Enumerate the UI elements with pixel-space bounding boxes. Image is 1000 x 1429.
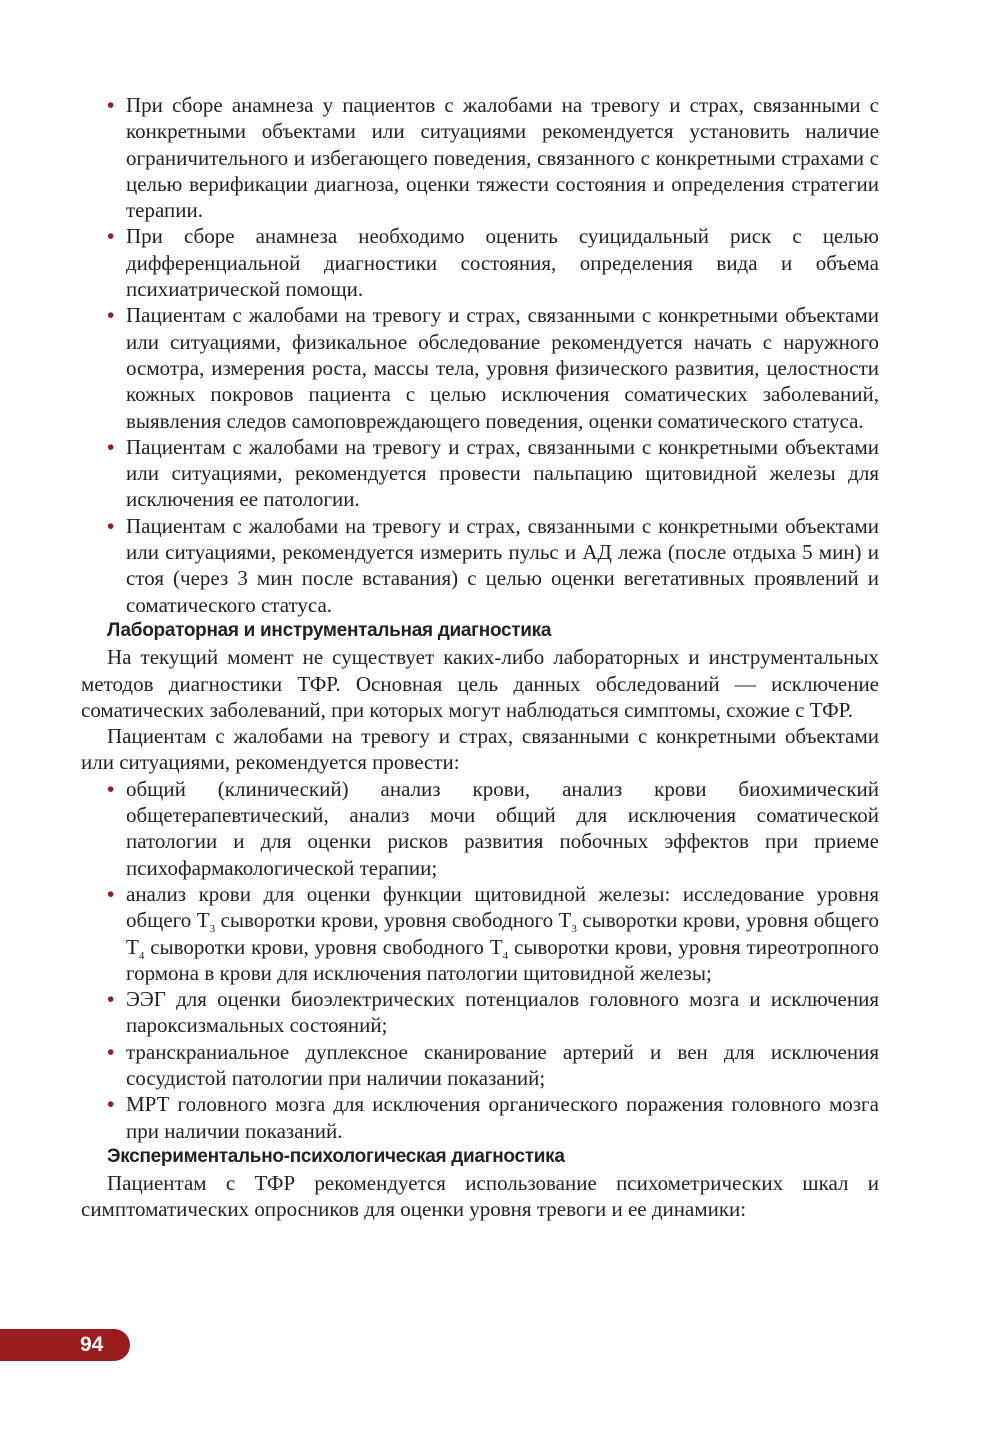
anamnesis-list (81, 92, 879, 618)
thyroid-text-4: сыворотки крови, уровня свободного T (144, 934, 503, 959)
lab-diagnostics-heading: Лабораторная и инструментальная диагностика (107, 619, 552, 641)
bullet-icon: • (107, 1039, 115, 1064)
page-number-badge (0, 1329, 130, 1361)
page-number: 94 (80, 1333, 104, 1356)
bullet-icon: • (107, 513, 115, 538)
thyroid-text-3: сыворотки крови, уровня общего T (126, 908, 879, 959)
subscript-4: 4 (138, 949, 145, 962)
bullet-icon: • (107, 987, 115, 1012)
bullet-icon: • (107, 303, 115, 328)
subscript-3: 3 (209, 923, 216, 936)
list-item-text: При сборе анамнеза необходимо оценить суицидальный риск с целью дифференциальной диагностики состояния, определения вида и объема психиатрической помощи. (126, 224, 879, 302)
bullet-icon: • (107, 93, 115, 117)
list-item (81, 1091, 879, 1144)
thyroid-text-2: сыворотки крови, уровня свободного T (215, 908, 572, 933)
list-item (81, 986, 879, 1039)
subscript-4: 4 (502, 949, 509, 962)
list-item (81, 302, 879, 433)
list-item (81, 776, 879, 881)
bullet-icon: • (107, 776, 115, 801)
list-item (81, 513, 879, 618)
psych-diagnostics-heading: Экспериментально-психологическая диагностика (107, 1145, 565, 1167)
lab-tests-list (81, 776, 879, 1144)
thyroid-text-1: анализ крови для оценки функции щитовидной железы: исследование уровня общего T (126, 881, 879, 933)
list-item (81, 92, 879, 223)
list-item-thyroid (81, 881, 879, 986)
page-content (81, 92, 879, 1223)
list-item (81, 1039, 879, 1092)
bullet-icon: • (107, 224, 115, 249)
lab-paragraph-2: Пациентам с жалобами на тревогу и страх, связанными с конкретными объектами или ситуациями, рекомендуется провести: (81, 724, 879, 775)
list-item-text: При сборе анамнеза у пациентов с жалобами на тревогу и страх, связанными с конкретными объектами или ситуациями рекомендуется установить наличие ограничительного и избегающего поведения, связанного с конкретными страхами с целью верификации диагноза, оценки тяжести состояния и определения стратегии терапии. (126, 93, 879, 223)
list-item (81, 434, 879, 513)
list-item-text: Пациентам с жалобами на тревогу и страх, связанными с конкретными объектами или ситуациями, рекомендуется измерить пульс и АД лежа (после отдыха 5 мин) и стоя (через 3 мин после вставания) с целью оценки вегетативных проявлений и соматического статуса. (126, 513, 879, 617)
list-item-text: общий (клинический) анализ крови, анализ крови биохимический общетерапевтический, анализ мочи общий для исключения соматической патологии и для оценки рисков развития побочных эффектов при приеме психофармакологической терапии; (126, 776, 879, 880)
bullet-icon: • (107, 434, 115, 459)
list-item-text: Пациентам с жалобами на тревогу и страх, связанными с конкретными объектами или ситуациями, рекомендуется провести пальпацию щитовидной железы для исключения ее патологии. (126, 434, 879, 512)
subscript-3: 3 (571, 923, 577, 936)
list-item-text: транскраниальное дуплексное сканирование артерий и вен для исключения сосудистой патологии при наличии показаний; (126, 1039, 879, 1090)
bullet-icon: • (107, 881, 115, 906)
thyroid-text-5: сыворотки крови, уровня тиреотропного гормона в крови для исключения патологии щитовидной железы; (126, 934, 879, 985)
list-item-text: Пациентам с жалобами на тревогу и страх, связанными с конкретными объектами или ситуациями, физикальное обследование рекомендуется начать с наружного осмотра, измерения роста, массы тела, уровня физического развития, целостности кожных покровов пациента с целью исключения соматических заболеваний, выявления следов самоповреждающего поведения, оценки соматического статуса. (126, 303, 879, 433)
list-item-text: ЭЭГ для оценки биоэлектрических потенциалов головного мозга и исключения пароксизмальных состояний; (126, 987, 879, 1038)
psych-paragraph: Пациентам с ТФР рекомендуется использование психометрических шкал и симптоматических опросников для оценки уровня тревоги и ее динамики: (81, 1171, 879, 1222)
lab-paragraph-1: На текущий момент не существует каких-либо лабораторных и инструментальных методов диагностики ТФР. Основная цель данных обследований — исключение соматических заболеваний, при которых могут наблюдаться симптомы, схожие с ТФР. (81, 645, 879, 722)
list-item-text: МРТ головного мозга для исключения органического поражения головного мозга при наличии показаний. (126, 1092, 879, 1143)
list-item (81, 223, 879, 302)
bullet-icon: • (107, 1092, 115, 1117)
